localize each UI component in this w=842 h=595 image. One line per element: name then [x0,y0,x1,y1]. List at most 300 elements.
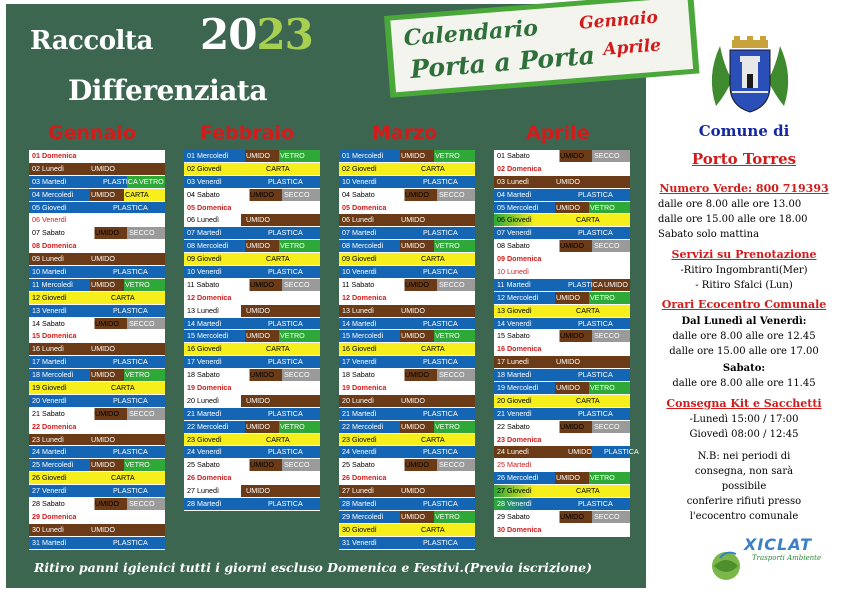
day-row [29,395,165,408]
day-label: 11 Sabato [342,279,375,289]
day-label: 02 Giovedì [187,163,222,173]
day-row [184,434,320,447]
day-row [29,382,165,395]
day-row [29,524,165,537]
waste-type-label: UMIDO [91,344,115,354]
month-header-aprile: Aprile [526,122,590,144]
waste-type-label: PLASTICA [268,408,303,418]
waste-type-label: UMIDO [405,460,429,470]
day-label: 12 Mercoledì [497,292,539,302]
day-row [494,421,630,434]
waste-type-label: PLASTICA [423,176,458,186]
waste-type-label-secondary: VETRO [280,241,305,251]
day-row [339,266,475,279]
waste-type-label-secondary: SECCO [284,279,310,289]
month-column-aprile [494,150,639,537]
day-label: 20 Lunedì [342,395,374,405]
waste-type-label-secondary: SECCO [129,408,155,418]
day-row [339,472,475,485]
waste-type-label: PLASTICA [268,228,303,238]
day-row [184,318,320,331]
day-label: 30 Lunedì [32,524,64,534]
day-label: 01 Mercoledì [187,151,229,160]
day-label: 08 Mercoledì [187,241,229,251]
day-label: 29 Sabato [497,511,530,521]
waste-type-label-secondary: VETRO [125,460,150,470]
day-row [494,511,630,524]
day-row [29,240,165,253]
day-row [339,446,475,459]
logo-subtitle: Trasporti Ambiente [752,554,822,562]
nb-line-2: consegna, non sarà [694,466,794,477]
waste-type-label: UMIDO [246,215,270,225]
waste-type-label: UMIDO [91,460,115,470]
day-row [339,485,475,498]
calendar-banner [384,0,699,98]
waste-type-label: UMIDO [556,176,580,186]
waste-type-label: UMIDO [250,460,274,470]
waste-type-label: PLASTICA [578,228,613,238]
day-label: 15 Sabato [497,331,530,341]
day-label: 26 Domenica [187,473,232,483]
day-row [29,330,165,343]
servizi-2: - Ritiro Sfalci (Lun) [695,280,793,291]
day-row [494,305,630,318]
waste-type-label: UMIDO [401,305,425,315]
day-label: 07 Venerdì [497,228,532,238]
day-row [494,356,630,369]
day-label: 14 Sabato [32,318,65,328]
day-row [184,330,320,343]
waste-type-label: CARTA [421,344,445,354]
day-label: 21 Martedì [187,408,222,418]
day-row [494,498,630,511]
waste-type-label-secondary: VETRO [125,370,150,380]
waste-type-label: CARTA [266,254,290,264]
waste-type-label: UMIDO [95,408,119,418]
waste-type-label: PLASTICA [268,267,303,277]
day-label: 13 Venerdì [32,305,67,315]
waste-type-label: PLASTICA [423,499,458,509]
day-label: 15 Domenica [32,331,77,341]
day-label: 26 Giovedì [32,473,67,483]
day-row [494,524,630,537]
day-row [29,150,165,163]
day-row [184,202,320,215]
day-label: 10 Venerdì [187,267,222,277]
title-year [200,10,313,59]
waste-type-label-secondary: VETRO [435,331,460,341]
day-row [494,434,630,447]
day-label: 21 Martedì [342,408,377,418]
waste-type-label: PLASTICA [578,370,613,380]
waste-type-label: CARTA [266,434,290,444]
day-row [184,150,320,163]
day-label: 08 Mercoledì [342,241,384,251]
day-label: 12 Giovedì [32,292,67,302]
day-label: 02 Lunedì [32,163,64,173]
waste-type-label-secondary: SECCO [594,421,620,431]
day-label: 24 Venerdì [342,447,377,457]
day-row [29,408,165,421]
year-part-b: 23 [256,10,313,59]
waste-type-label: UMIDO [401,215,425,225]
waste-type-label: UMIDO [556,357,580,367]
waste-type-label-secondary: SECCO [284,189,310,199]
day-row [184,356,320,369]
day-row [29,227,165,240]
waste-type-label: CARTA [576,395,600,405]
waste-type-label: PLASTICA [113,395,148,405]
day-row [29,318,165,331]
day-label: 08 Sabato [497,241,530,251]
day-row [29,446,165,459]
day-row [29,498,165,511]
day-label: 25 Mercoledì [32,460,74,470]
day-label: 26 Mercoledì [497,473,539,483]
waste-type-label: PLASTICA [423,267,458,277]
day-row [184,292,320,305]
year-part-a: 20 [200,10,257,59]
day-row [339,279,475,292]
waste-type-label: UMIDO [401,511,425,521]
day-label: 07 Sabato [32,228,65,238]
waste-type-label: PLASTICA [423,408,458,418]
day-label: 09 Lunedì [32,254,64,264]
waste-type-label: PLASTICA [113,267,148,277]
day-label: 07 Martedì [187,228,222,238]
waste-type-label-secondary: SECCO [129,228,155,238]
day-row [184,266,320,279]
day-row [29,511,165,524]
day-row [184,498,320,511]
day-row [184,369,320,382]
month-header-gennaio: Gennaio [48,122,136,144]
day-row [494,240,630,253]
waste-type-label: UMIDO [560,421,584,431]
waste-type-label: UMIDO [560,241,584,251]
day-label: 02 Domenica [497,163,542,173]
day-label: 05 Domenica [187,202,232,212]
day-row [339,356,475,369]
day-label: 17 Lunedì [497,357,529,367]
day-row [494,330,630,343]
waste-type-label: UMIDO [560,511,584,521]
day-row [494,176,630,189]
day-row [29,434,165,447]
day-row [494,382,630,395]
day-label: 16 Domenica [497,344,542,354]
waste-type-label: CARTA [266,344,290,354]
day-row [184,189,320,202]
waste-type-label: CARTA [421,163,445,173]
banner-calendario: Calendario [402,15,539,52]
day-label: 24 Lunedì [497,447,529,457]
day-row [29,176,165,189]
waste-type-label-secondary: SECCO [594,241,620,251]
day-label: 23 Lunedì [32,434,64,444]
day-label: 23 Giovedì [342,434,377,444]
waste-type-label: PLASTICA [578,318,613,328]
kit-title: Consegna Kit e Sacchetti [666,397,822,410]
waste-type-label-secondary: VETRO [280,331,305,341]
day-row [184,421,320,434]
waste-type-label: PLASTICA [113,447,148,457]
banner-porta-a-porta: Porta a Porta [409,40,596,85]
waste-type-label-secondary: SECCO [439,460,465,470]
day-label: 19 Domenica [187,383,232,393]
month-column-febbraio [184,150,320,511]
waste-type-label: UMIDO [91,370,115,380]
day-row [29,266,165,279]
kit-2: Giovedì 08:00 / 12:45 [689,429,799,440]
day-label: 10 Lunedì [497,267,529,277]
waste-type-label: CARTA [266,163,290,173]
day-label: 20 Giovedì [497,395,532,405]
day-label: 27 Giovedì [497,486,532,496]
waste-type-label-secondary: SECCO [129,499,155,509]
day-row [339,459,475,472]
waste-type-label: UMIDO [250,279,274,289]
day-row [494,395,630,408]
waste-type-label: UMIDO [246,151,270,160]
waste-type-label-secondary: VETRO [590,473,615,483]
day-row [494,459,630,472]
waste-type-label: UMIDO [250,189,274,199]
day-label: 18 Martedì [497,370,532,380]
day-row [29,279,165,292]
day-row [339,330,475,343]
waste-type-label-secondary: SECCO [594,331,620,341]
day-row [339,511,475,524]
waste-type-label-secondary: SECCO [594,511,620,521]
numero-verde: Numero Verde: 800 719393 [659,182,829,195]
day-label: 14 Venerdì [497,318,532,328]
day-row [494,292,630,305]
waste-type-label-secondary: VETRO [139,176,164,186]
day-label: 15 Mercoledì [342,331,384,341]
waste-type-label-secondary: CARTA [125,189,149,199]
day-label: 22 Mercoledì [342,421,384,431]
waste-type-label: PLASTICA [268,176,303,186]
servizi-1: -Ritiro Ingombranti(Mer) [680,265,808,276]
day-row [29,202,165,215]
day-label: 24 Venerdì [187,447,222,457]
day-row [339,227,475,240]
day-label: 04 Martedì [497,189,532,199]
title-raccolta: Raccolta [30,26,153,56]
day-label: 09 Domenica [497,254,542,264]
day-row [339,369,475,382]
waste-type-label: UMIDO [556,473,580,483]
day-row [339,343,475,356]
day-row [184,472,320,485]
waste-type-label: PLASTICA [423,357,458,367]
waste-type-label-secondary: SECCO [284,460,310,470]
day-label: 04 Mercoledì [32,189,74,199]
banner-gennaio: Gennaio [578,7,659,34]
waste-type-label: UMIDO [560,331,584,341]
waste-type-label: UMIDO [95,499,119,509]
waste-type-label: CARTA [421,524,445,534]
day-label: 16 Lunedì [32,344,64,354]
ecocentro-lv: Dal Lunedì al Venerdì: [681,316,807,327]
day-label: 05 Domenica [342,202,387,212]
day-label: 16 Giovedì [187,344,222,354]
ecocentro-lv-1: dalle ore 8.00 alle ore 12.45 [672,331,816,342]
footer-note: Ritiro panni igienici tutti i giorni escluso Domenica e Festivi.(Previa iscrizione) [34,560,592,575]
waste-type-label-secondary: VETRO [280,151,305,160]
day-row [29,343,165,356]
orari-nv-1: dalle ore 8.00 alle ore 13.00 [658,199,802,210]
waste-type-label: UMIDO [91,163,115,173]
day-label: 19 Domenica [342,383,387,393]
day-label: 01 Sabato [497,151,530,160]
waste-type-label: PLASTICA [423,228,458,238]
day-label: 11 Sabato [187,279,220,289]
day-row [184,240,320,253]
waste-type-label: UMIDO [556,292,580,302]
day-label: 03 Martedì [32,176,67,186]
waste-type-label-secondary: SECCO [284,370,310,380]
day-row [339,189,475,202]
day-row [184,343,320,356]
day-row [494,446,639,459]
day-label: 16 Giovedì [342,344,377,354]
waste-type-label-secondary: VETRO [435,241,460,251]
day-label: 05 Mercoledì [497,202,539,212]
waste-type-label: CARTA [576,486,600,496]
day-label: 07 Martedì [342,228,377,238]
waste-type-label: UMIDO [246,241,270,251]
day-label: 19 Mercoledì [497,383,539,393]
waste-type-label: PLASTICA [423,318,458,328]
ecocentro-sab: Sabato: [722,363,766,374]
waste-type-label: PLASTICA [268,318,303,328]
kit-1: -Lunedì 15:00 / 17:00 [689,414,799,425]
waste-type-label: CARTA [111,292,135,302]
comune-crest-icon [702,36,798,116]
day-label: 24 Martedì [32,447,67,457]
day-label: 10 Martedì [32,267,67,277]
day-row [29,356,165,369]
day-row [494,318,630,331]
month-header-febbraio: Febbraio [200,122,295,144]
waste-type-label-secondary: VETRO [435,511,460,521]
title-differenziata: Differenziata [68,74,268,107]
waste-type-label-secondary: VETRO [590,383,615,393]
month-header-marzo: Marzo [372,122,438,144]
day-row [339,163,475,176]
day-label: 02 Giovedì [342,163,377,173]
day-row [339,498,475,511]
waste-type-label-secondary: SECCO [129,318,155,328]
waste-type-label: CARTA [111,383,135,393]
waste-type-label: PLASTICA [268,357,303,367]
day-row [339,150,475,163]
day-label: 06 Lunedì [187,215,219,225]
day-label: 17 Venerdì [187,357,222,367]
waste-type-label: UMIDO [246,421,270,431]
day-row [494,472,630,485]
day-row [184,485,320,498]
day-label: 13 Lunedì [187,305,219,315]
day-row [494,202,630,215]
orari-nv-2: dalle ore 15.00 alle ore 18.00 [658,214,808,225]
waste-type-label: UMIDO [568,447,592,457]
day-row [29,305,165,318]
waste-type-label: UMIDO [405,279,429,289]
day-row [184,214,320,227]
waste-type-label: UMIDO [95,228,119,238]
day-label: 20 Venerdì [32,395,67,405]
waste-type-label: PLASTICA [578,499,613,509]
waste-type-label-secondary: VETRO [280,421,305,431]
waste-type-label: CARTA [421,254,445,264]
ecocentro-sab-1: dalle ore 8.00 alle ore 11.45 [672,378,816,389]
day-label: 06 Lunedì [342,215,374,225]
day-row [29,537,165,550]
waste-type-label: UMIDO [556,202,580,212]
day-row [494,227,630,240]
day-label: 17 Martedì [32,357,67,367]
day-label: 13 Lunedì [342,305,374,315]
day-label: 17 Venerdì [342,357,377,367]
day-row [184,176,320,189]
day-label: 11 Martedì [497,279,531,289]
day-row [494,253,630,266]
day-row [339,395,475,408]
waste-type-label: PLASTICA [113,486,148,496]
day-label: 12 Domenica [342,292,387,302]
waste-type-label: PLASTICA [113,357,148,367]
day-row [494,485,630,498]
day-label: 25 Sabato [342,460,375,470]
day-row [339,524,475,537]
day-label: 28 Martedì [187,499,222,509]
waste-type-label: PLASTICA [103,176,138,186]
day-label: 30 Domenica [497,524,542,534]
day-row [29,459,165,472]
day-label: 13 Giovedì [497,305,532,315]
day-row [494,369,630,382]
day-label: 18 Sabato [187,370,220,380]
day-label: 23 Domenica [497,434,542,444]
day-label: 11 Mercoledì [32,279,74,289]
day-row [339,305,475,318]
day-label: 03 Lunedì [497,176,529,186]
day-label: 14 Martedì [187,318,222,328]
waste-type-label: UMIDO [91,434,115,444]
day-label: 26 Domenica [342,473,387,483]
waste-type-label: PLASTICA [578,189,613,199]
orari-nv-3: Sabato solo mattina [658,229,760,240]
day-label: 09 Giovedì [342,254,377,264]
day-row [339,421,475,434]
waste-type-label: PLASTICA [113,537,148,547]
day-row [29,292,165,305]
day-row [184,227,320,240]
day-label: 30 Giovedì [342,524,377,534]
day-row [184,382,320,395]
day-row [494,150,630,163]
waste-type-label: UMIDO [246,305,270,315]
day-row [494,266,630,279]
day-label: 28 Venerdì [497,499,532,509]
day-row [29,472,165,485]
waste-type-label: UMIDO [246,486,270,496]
waste-type-label: UMIDO [250,370,274,380]
